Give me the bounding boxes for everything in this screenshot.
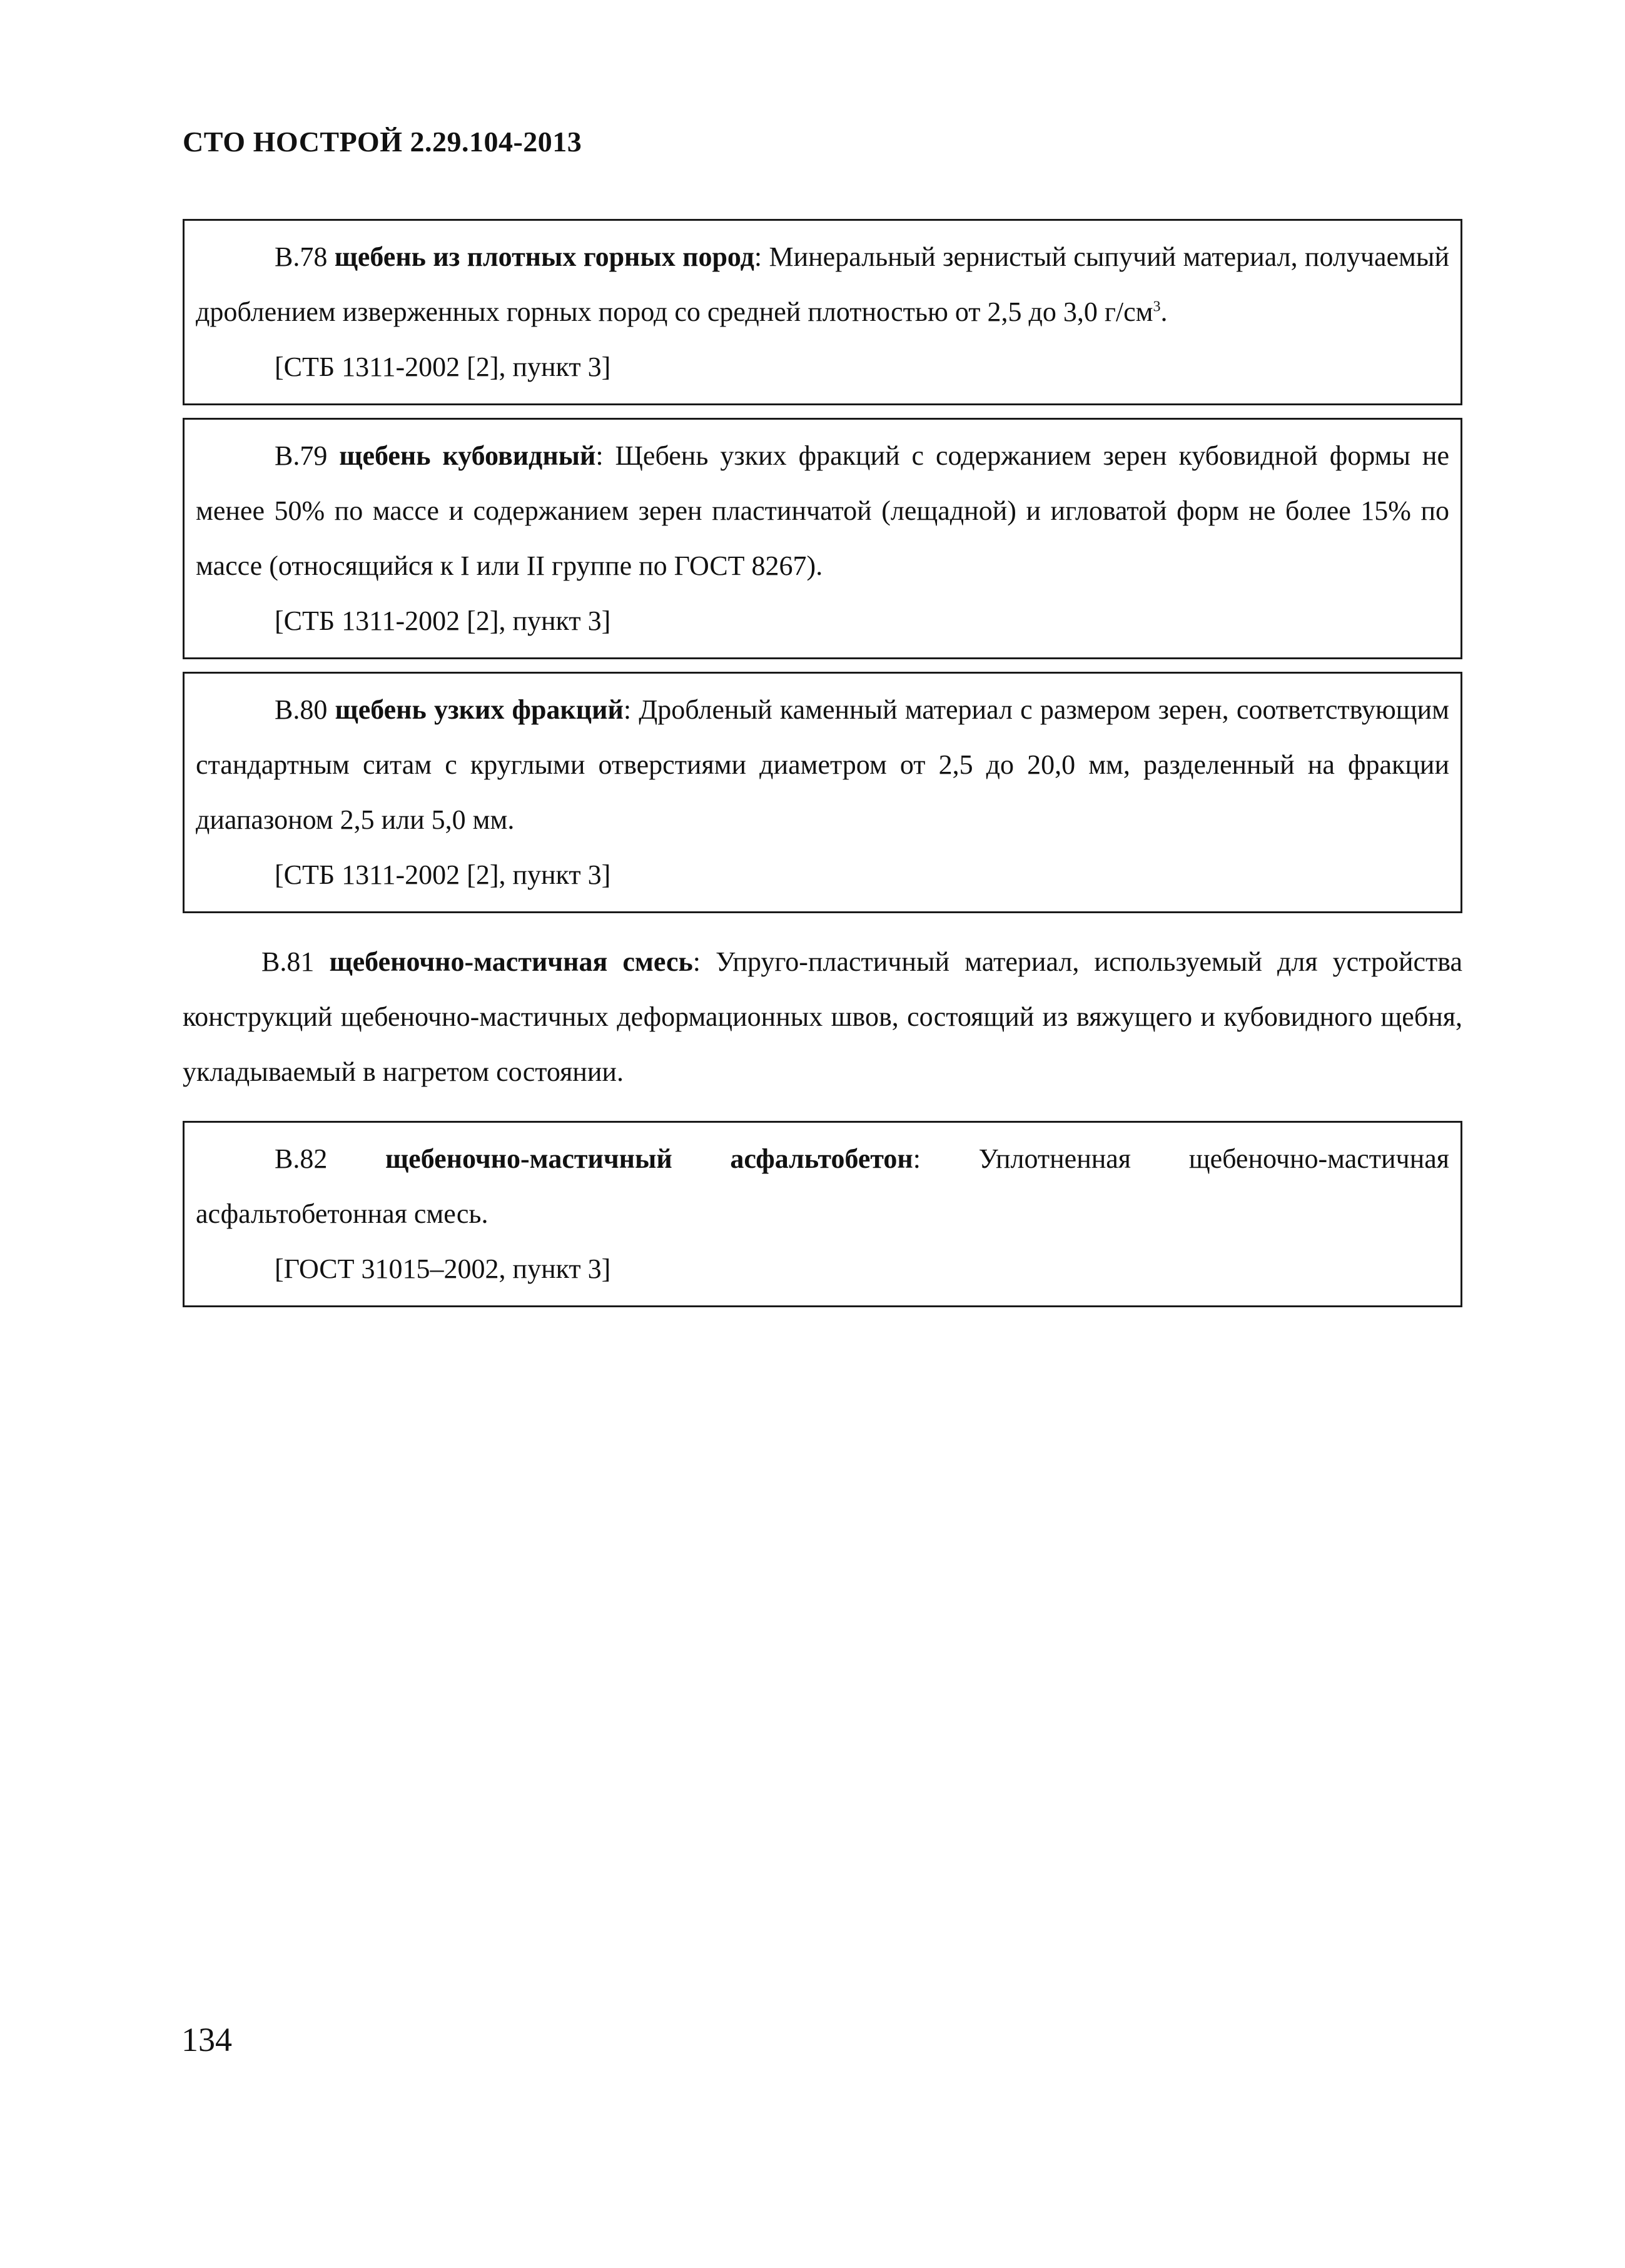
- superscript: 3: [1153, 298, 1161, 315]
- definition-text: [196, 230, 1449, 340]
- definition: : Дробленый каменный материал с размером зерен, соответствующим стандартным ситам с круглыми отверстиями диаметром от 2,5 до 20,0 мм, разделенный на фракции диапазоном 2,5 или 5,0 мм.: [196, 694, 1450, 835]
- definitions-list: [183, 219, 1462, 1320]
- definition: : Уплотненная щебеночно-мастичная асфальтобетонная смесь.: [196, 1143, 1450, 1229]
- definition-end: .: [1160, 296, 1168, 327]
- page-number: 134: [181, 2021, 232, 2058]
- source-reference: [ГОСТ 31015–2002, пункт 3]: [275, 1253, 611, 1284]
- definition-text: [196, 428, 1449, 594]
- entry-number: В.79: [275, 440, 328, 471]
- source-reference: [СТБ 1311-2002 [2], пункт 3]: [275, 352, 611, 382]
- definition-text: [183, 934, 1462, 1100]
- definition: : Упруго-пластичный материал, используемый для устройства конструкций щебеночно-мастичных деформационных швов, состоящий из вяжущего и кубовидного щебня, укладываемый в нагретом состоянии.: [183, 946, 1463, 1087]
- document-header: СТО НОСТРОЙ 2.29.104-2013: [183, 126, 582, 158]
- term: щебень узких фракций: [335, 694, 624, 725]
- entry-number: В.80: [275, 694, 328, 725]
- term: щебеночно-мастичная смесь: [329, 946, 693, 977]
- source-reference: [СТБ 1311-2002 [2], пункт 3]: [275, 605, 611, 636]
- definition: : Минеральный зернистый сыпучий материал, получаемый дроблением изверженных горных пород со средней плотностью от 2,5 до 3,0 г/см: [196, 241, 1449, 327]
- entry-number: В.82: [275, 1143, 328, 1174]
- definition-entry-b79: [183, 418, 1462, 659]
- definition-entry-b81: [183, 926, 1462, 1108]
- term: щебень из плотных горных пород: [334, 241, 754, 272]
- source-reference: [СТБ 1311-2002 [2], пункт 3]: [275, 859, 611, 890]
- term: щебень кубовидный: [339, 440, 596, 471]
- definition-text: [196, 682, 1449, 848]
- term: щебеночно-мастичный асфальтобетон: [385, 1143, 913, 1174]
- definition-text: [196, 1131, 1449, 1242]
- definition-entry-b82: [183, 1121, 1462, 1307]
- entry-number: В.81: [261, 946, 315, 977]
- definition-entry-b80: [183, 672, 1462, 913]
- definition: : Щебень узких фракций с содержанием зерен кубовидной формы не менее 50% по массе и содержанием зерен пластинчатой (лещадной) и игловатой форм не более 15% по массе (относящийся к I или II группе по ГОСТ 8267).: [196, 440, 1449, 581]
- entry-number: В.78: [275, 241, 328, 272]
- definition-entry-b78: [183, 219, 1462, 405]
